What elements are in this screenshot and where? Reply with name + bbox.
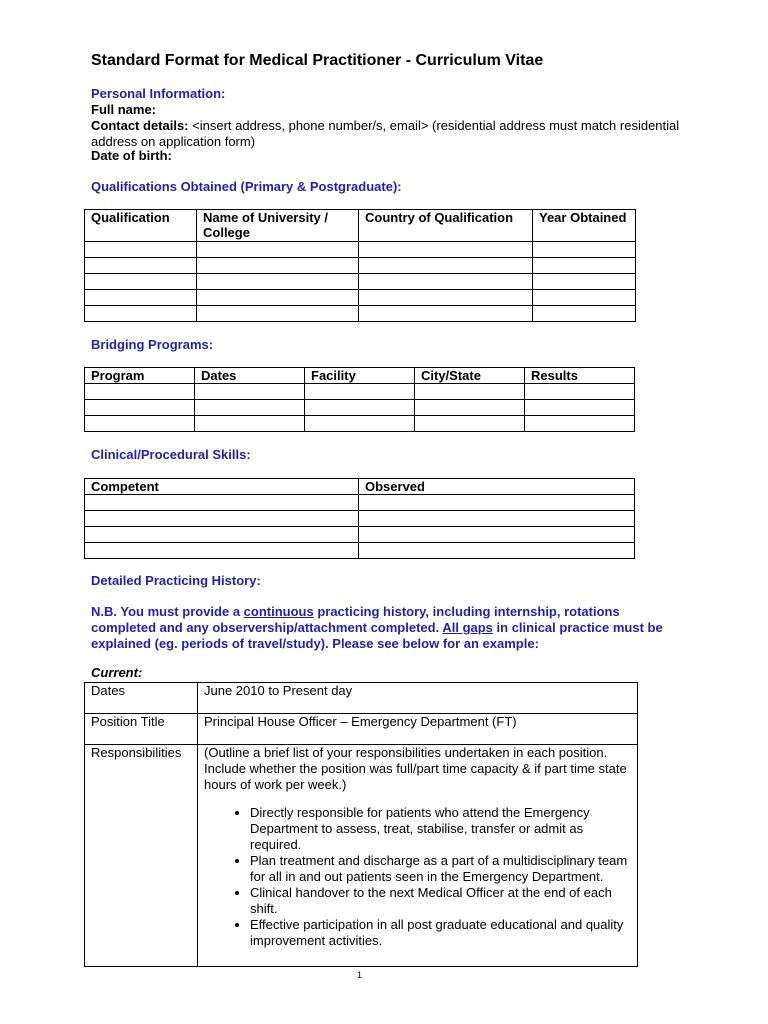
table-cell[interactable] xyxy=(197,258,359,274)
table-row xyxy=(85,384,635,400)
table-cell[interactable] xyxy=(525,400,635,416)
table-row xyxy=(85,290,636,306)
table-cell[interactable] xyxy=(359,290,533,306)
table-cell[interactable] xyxy=(195,400,305,416)
nb-notice xyxy=(91,604,681,652)
table-cell[interactable] xyxy=(359,306,533,322)
list-item: • Clinical handover to the next Medical Officer at the end of each shift. xyxy=(250,885,631,917)
list-item: • Plan treatment and discharge as a part of a multidisciplinary team for all in and out patients seen in the Emergency Department. xyxy=(250,853,631,885)
table-cell[interactable] xyxy=(195,416,305,432)
list-item: • Effective participation in all post graduate educational and quality improvement activities. xyxy=(250,917,631,949)
current-label: Current: xyxy=(91,665,143,680)
table-row xyxy=(85,543,635,559)
table-cell[interactable] xyxy=(85,306,197,322)
list-item: • Directly responsible for patients who attend the Emergency Department to assess, treat, stabilise, transfer or admit as required. xyxy=(250,805,631,853)
table-cell[interactable] xyxy=(359,258,533,274)
table-cell[interactable] xyxy=(85,495,359,511)
practicing-history-table xyxy=(84,682,638,967)
table-header-cell: City/State xyxy=(415,368,525,384)
table-row xyxy=(85,416,635,432)
table-cell[interactable] xyxy=(305,416,415,432)
table-cell[interactable] xyxy=(85,527,359,543)
dob-label: Date of birth: xyxy=(91,148,172,163)
table-row xyxy=(85,400,635,416)
contact-details-text: <insert address, phone number/s, email> (residential address must match residential address on application form) xyxy=(91,118,680,149)
table-header-row xyxy=(85,479,635,495)
table-header-cell: Observed xyxy=(359,479,635,495)
table-row xyxy=(85,511,635,527)
table-cell[interactable] xyxy=(197,290,359,306)
table-cell[interactable] xyxy=(415,400,525,416)
contact-details-line xyxy=(91,118,681,150)
table-cell[interactable] xyxy=(533,274,636,290)
table-header-cell: Dates xyxy=(195,368,305,384)
nb-text-3: in clinical practice must be explained (eg. periods of travel/study). Please see below for an example: xyxy=(91,620,663,651)
table-cell[interactable] xyxy=(85,543,359,559)
bridging-table xyxy=(84,367,635,432)
table-cell[interactable] xyxy=(85,242,197,258)
table-cell[interactable] xyxy=(359,274,533,290)
qualifications-table xyxy=(84,209,636,322)
table-header-cell: Program xyxy=(85,368,195,384)
table-row xyxy=(85,495,635,511)
table-cell[interactable] xyxy=(533,242,636,258)
table-header-cell: Name of University / College xyxy=(197,210,359,242)
position-title-label: Position Title xyxy=(85,714,198,745)
table-header-cell: Competent xyxy=(85,479,359,495)
table-cell[interactable] xyxy=(197,274,359,290)
table-row xyxy=(85,274,636,290)
nb-underline-all-gaps: All gaps xyxy=(442,620,493,635)
dates-label: Dates xyxy=(85,683,198,714)
table-row xyxy=(85,527,635,543)
table-header-cell: Results xyxy=(525,368,635,384)
table-header-cell: Country of Qualification xyxy=(359,210,533,242)
bridging-heading: Bridging Programs: xyxy=(91,337,214,352)
table-header-cell: Facility xyxy=(305,368,415,384)
table-cell[interactable] xyxy=(415,384,525,400)
table-header-cell: Qualification xyxy=(85,210,197,242)
contact-details-label: Contact details: xyxy=(91,118,189,133)
table-cell[interactable] xyxy=(305,384,415,400)
table-cell[interactable] xyxy=(533,306,636,322)
full-name-line xyxy=(91,102,681,118)
dates-value: June 2010 to Present day xyxy=(198,683,638,714)
table-cell[interactable] xyxy=(195,384,305,400)
responsibilities-value xyxy=(198,745,638,967)
table-row xyxy=(85,242,636,258)
table-header-cell: Year Obtained xyxy=(533,210,636,242)
responsibilities-list xyxy=(204,805,631,949)
nb-text-1: N.B. You must provide a xyxy=(91,604,244,619)
table-cell[interactable] xyxy=(85,400,195,416)
table-cell[interactable] xyxy=(533,258,636,274)
table-cell[interactable] xyxy=(197,306,359,322)
table-cell[interactable] xyxy=(85,274,197,290)
table-cell[interactable] xyxy=(415,416,525,432)
document-title: Standard Format for Medical Practitioner - Curriculum Vitae xyxy=(91,52,544,69)
table-cell[interactable] xyxy=(359,242,533,258)
responsibilities-intro: (Outline a brief list of your responsibilities undertaken in each position. Include whether the position was full/part time capacity & if part time state hours of work per week.) xyxy=(204,745,627,792)
table-header-row xyxy=(85,368,635,384)
table-cell[interactable] xyxy=(305,400,415,416)
table-cell[interactable] xyxy=(85,511,359,527)
position-title-value: Principal House Officer – Emergency Department (FT) xyxy=(198,714,638,745)
table-cell[interactable] xyxy=(85,258,197,274)
full-name-label: Full name: xyxy=(91,102,157,117)
table-cell[interactable] xyxy=(533,290,636,306)
qualifications-heading: Qualifications Obtained (Primary & Postgraduate): xyxy=(91,179,402,194)
table-cell[interactable] xyxy=(525,384,635,400)
table-row xyxy=(85,745,638,967)
skills-table xyxy=(84,478,635,559)
table-cell[interactable] xyxy=(85,290,197,306)
table-cell[interactable] xyxy=(359,527,635,543)
table-cell[interactable] xyxy=(85,384,195,400)
table-cell[interactable] xyxy=(359,511,635,527)
table-cell[interactable] xyxy=(85,416,195,432)
table-row xyxy=(85,306,636,322)
table-header-row xyxy=(85,210,636,242)
table-row xyxy=(85,714,638,745)
table-row xyxy=(85,683,638,714)
page-number: 1 xyxy=(357,970,363,980)
nb-text-2: practicing history, including internship, rotations completed and any observership/attachment completed. xyxy=(91,604,620,635)
skills-heading: Clinical/Procedural Skills: xyxy=(91,447,251,462)
table-cell[interactable] xyxy=(525,416,635,432)
table-cell[interactable] xyxy=(197,242,359,258)
table-cell[interactable] xyxy=(359,495,635,511)
dob-line xyxy=(91,148,681,164)
personal-info-heading: Personal Information: xyxy=(91,86,226,101)
history-heading: Detailed Practicing History: xyxy=(91,573,261,588)
nb-underline-continuous: continuous xyxy=(243,604,314,619)
table-cell[interactable] xyxy=(359,543,635,559)
table-row xyxy=(85,258,636,274)
responsibilities-label: Responsibilities xyxy=(85,745,198,967)
